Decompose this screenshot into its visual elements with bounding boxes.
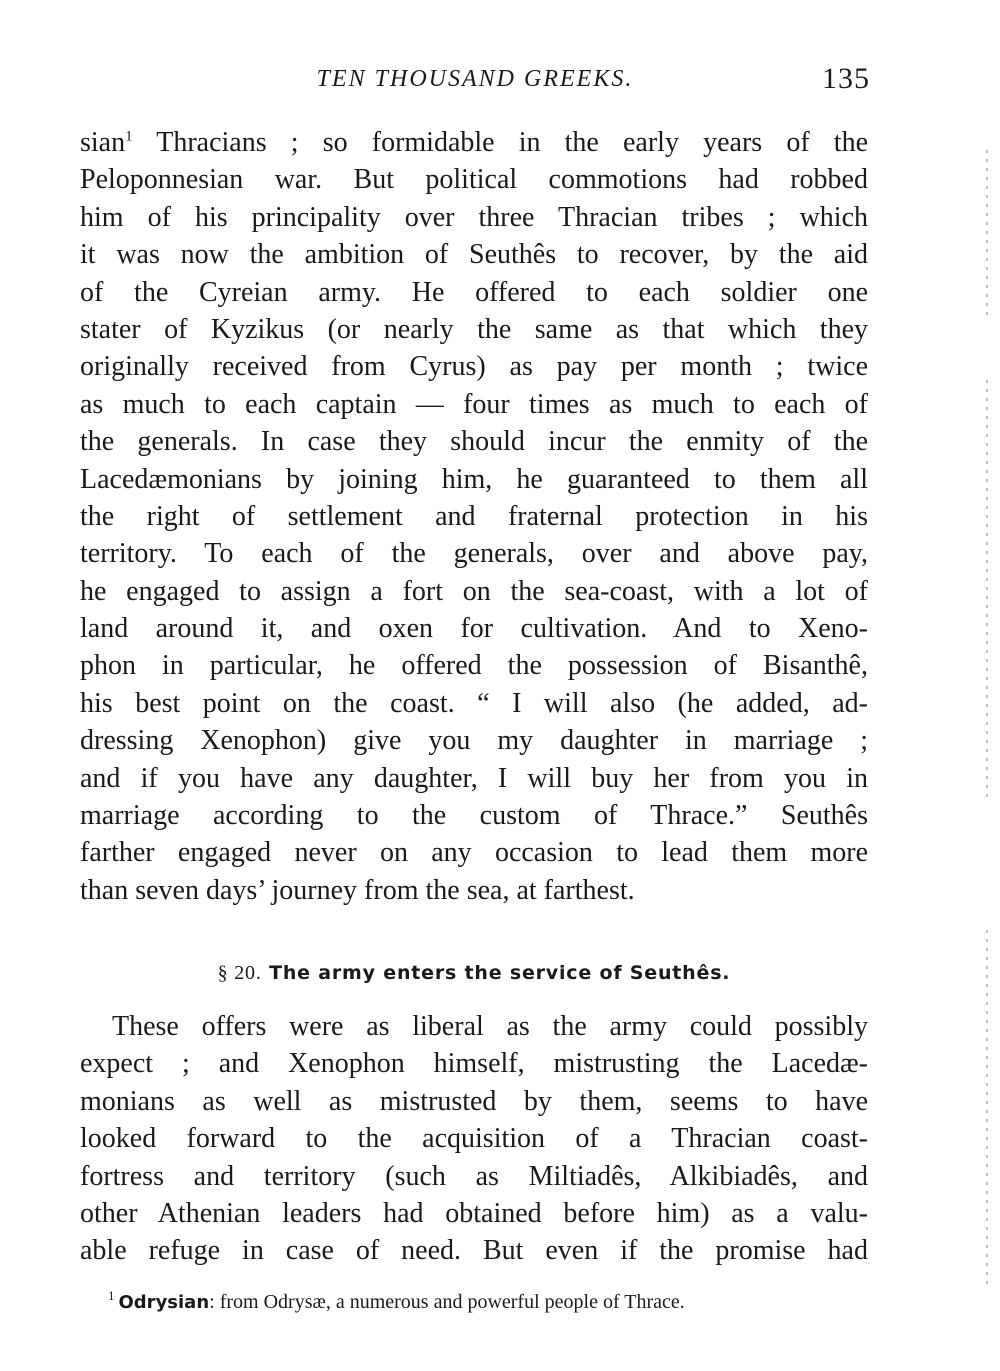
scan-edge-mark <box>986 150 988 320</box>
line-text: Thracians ; so formidable in the early years of the <box>132 127 868 158</box>
scan-edge-mark <box>986 380 988 800</box>
first-word: sian <box>80 127 126 158</box>
footnote-mark: 1 <box>108 1288 115 1304</box>
paragraph-line: monians as well as mistrusted by them, seems to have <box>80 1085 868 1117</box>
paragraph-line: it was now the ambition of Seuthês to recover, by the aid <box>80 239 868 271</box>
paragraph-line: dressing Xenophon) give you my daughter in marriage ; <box>80 725 868 757</box>
paragraph-line: fortress and territory (such as Miltiadês, Alkibiadês, and <box>80 1160 868 1192</box>
paragraph-line: than seven days’ journey from the sea, at farthest. <box>80 874 635 906</box>
paragraph-line: These offers were as liberal as the army could possibly <box>112 1011 868 1042</box>
paragraph-line: territory. To each of the generals, over and above pay, <box>80 538 868 570</box>
paragraph-line: phon in particular, he offered the possession of Bisanthê, <box>80 650 868 682</box>
paragraph-line: as much to each captain — four times as much to each of <box>80 388 868 420</box>
section-title: The army enters the service of Seuthês. <box>269 962 731 984</box>
paragraph-line: stater of Kyzikus (or nearly the same as that which they <box>80 313 868 345</box>
paragraph-line: the right of settlement and fraternal protection in his <box>80 500 868 532</box>
paragraph-line: Lacedæmonians by joining him, he guaranteed to them all <box>80 463 868 495</box>
paragraph-line: the generals. In case they should incur the enmity of the <box>80 426 868 458</box>
paragraph-2 <box>80 1008 868 1270</box>
paragraph-line: farther engaged never on any occasion to lead them more <box>80 837 868 869</box>
footnote-reference: 1 <box>125 128 133 145</box>
paragraph-line: land around it, and oxen for cultivation. And to Xeno- <box>80 613 868 645</box>
section-heading <box>80 958 868 988</box>
paragraph-1 <box>80 124 868 909</box>
paragraph-line: and if you have any daughter, I will buy her from you in <box>80 762 868 794</box>
footnote-text: : from Odrysæ, a numerous and powerful people of Thrace. <box>209 1291 685 1313</box>
paragraph-line: his best point on the coast. “ I will also (he added, ad- <box>80 687 868 719</box>
scan-edge-mark <box>986 930 988 1290</box>
paragraph-line: him of his principality over three Thracian tribes ; which <box>80 201 868 233</box>
page-number: 135 <box>822 62 870 95</box>
footnote-term: Odrysian <box>118 1292 210 1313</box>
footnote <box>80 1288 868 1317</box>
paragraph-line: of the Cyreian army. He offered to each soldier one <box>80 276 868 308</box>
paragraph-line: looked forward to the acquisition of a Thracian coast- <box>80 1123 868 1155</box>
paragraph-line: expect ; and Xenophon himself, mistrusting the Lacedæ- <box>80 1048 868 1080</box>
paragraph-line: marriage according to the custom of Thrace.” Seuthês <box>80 800 868 832</box>
section-number: § 20. <box>217 962 262 984</box>
running-head <box>80 62 870 102</box>
running-title: TEN THOUSAND GREEKS. <box>316 66 634 92</box>
paragraph-line: originally received from Cyrus) as pay per month ; twice <box>80 351 868 383</box>
paragraph-line: he engaged to assign a fort on the sea-coast, with a lot of <box>80 575 868 607</box>
paragraph-line: Peloponnesian war. But political commotions had robbed <box>80 164 868 196</box>
paragraph-line: other Athenian leaders had obtained before him) as a valu- <box>80 1197 868 1229</box>
paragraph-line <box>80 124 868 161</box>
paragraph-line: able refuge in case of need. But even if the promise had <box>80 1235 868 1267</box>
